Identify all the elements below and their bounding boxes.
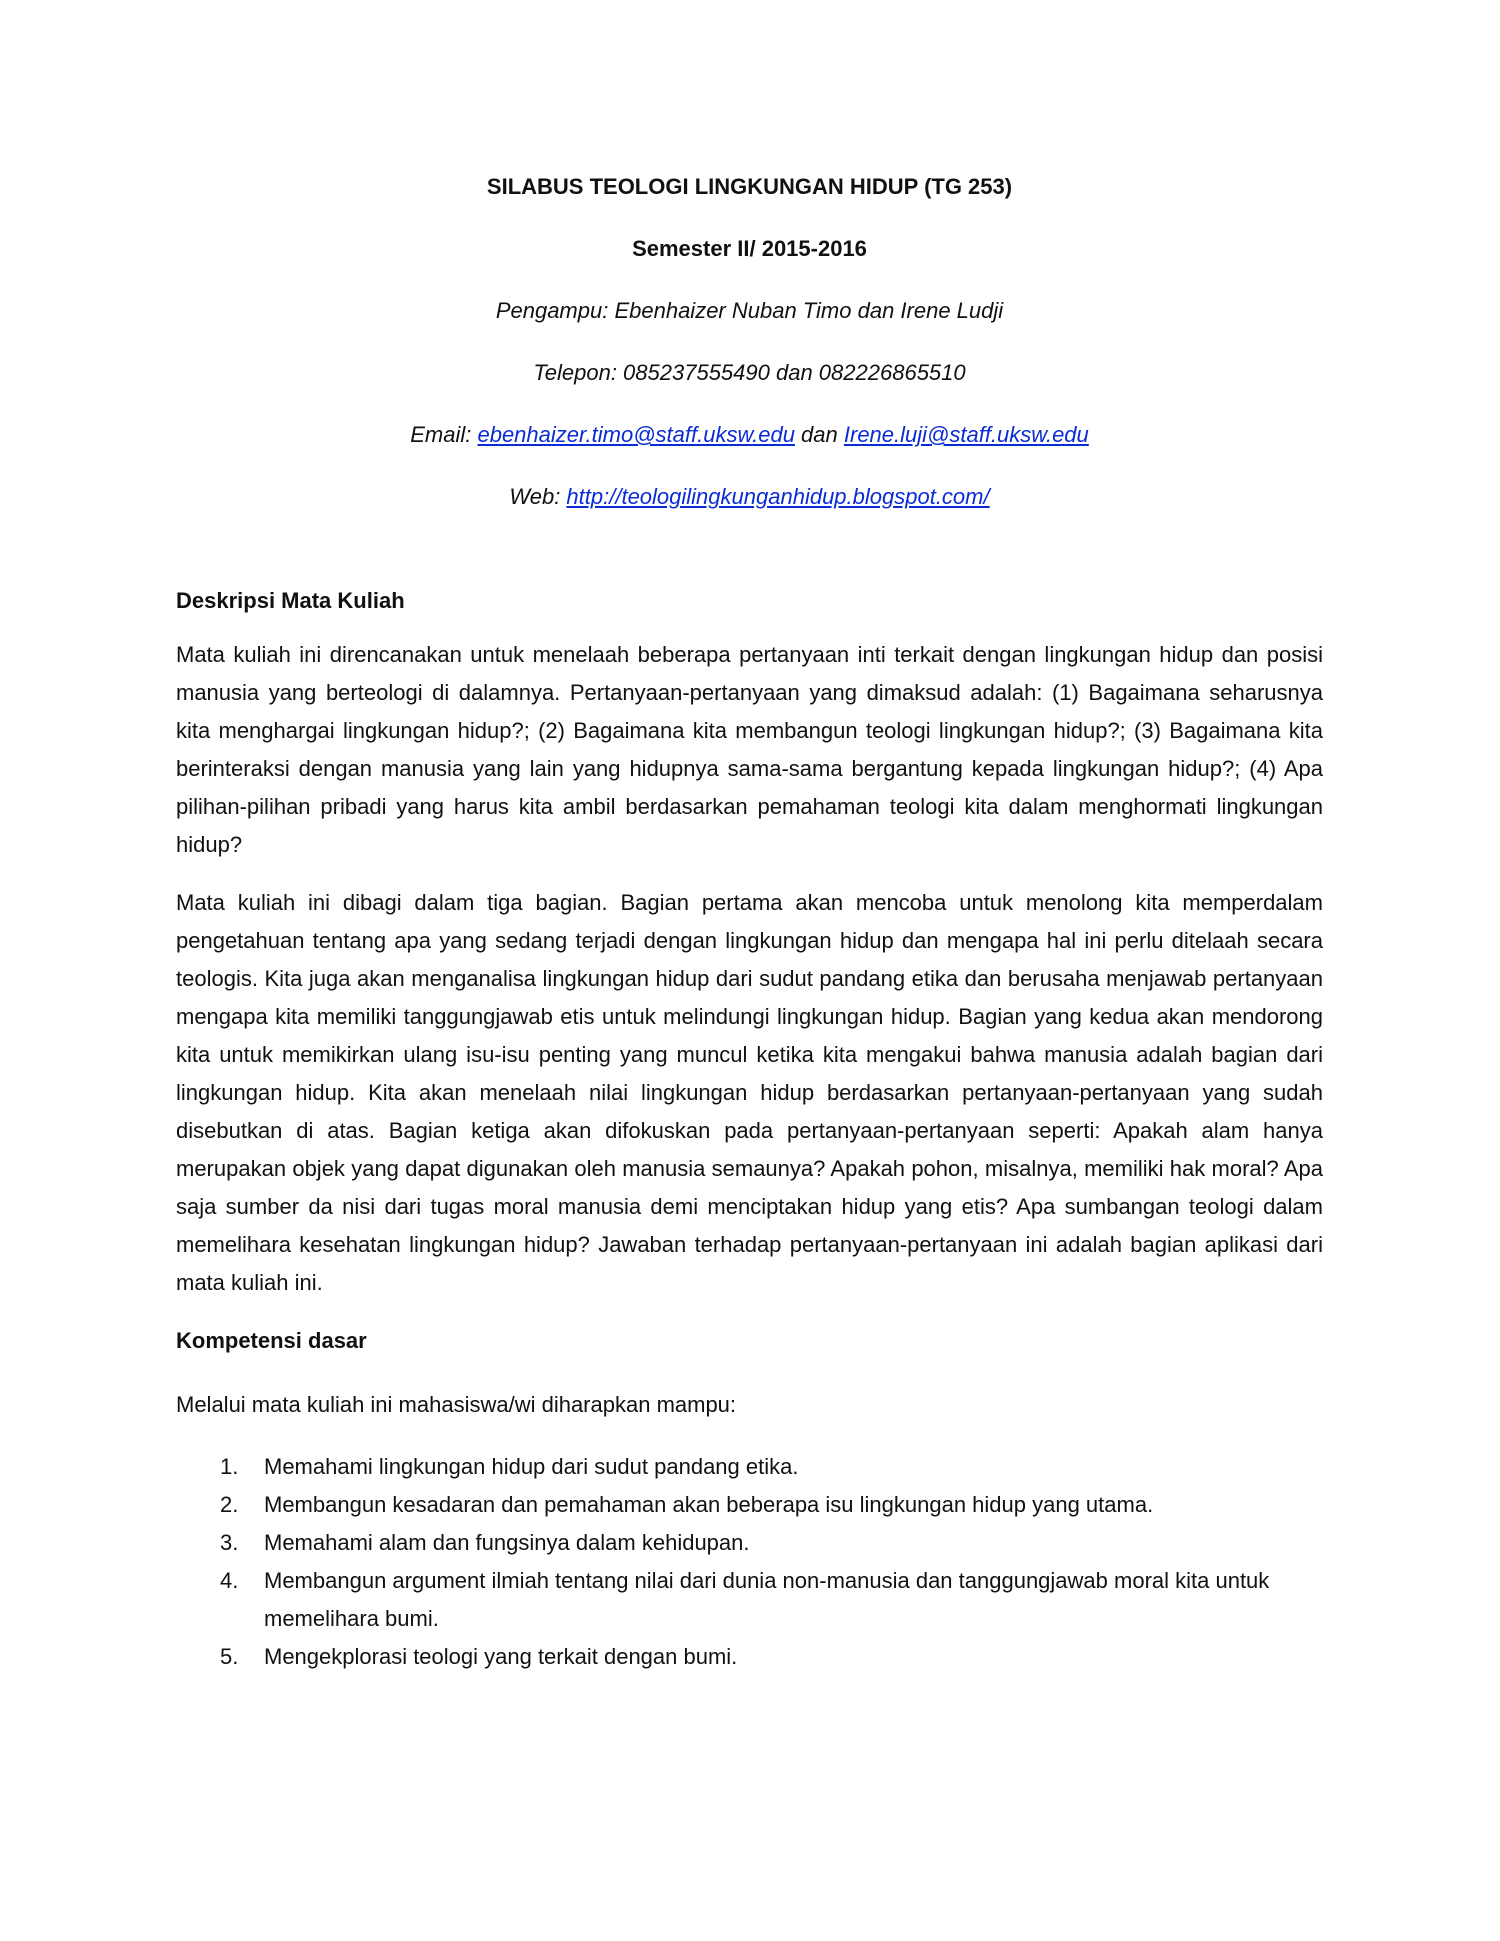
semester-line: Semester II/ 2015-2016 (632, 236, 867, 261)
list-item (220, 1448, 1323, 1486)
description-paragraph-2: Mata kuliah ini dibagi dalam tiga bagian. Bagian pertama akan mencoba untuk menolong kita memperdalam pengetahuan tentang apa yang sedang terjadi dengan lingkungan hidup dan mengapa hal ini perlu ditelaah secara teologis. Kita juga akan menganalisa lingkungan hidup dari sudut pandang etika dan berusaha menjawab pertanyaan mengapa kita memiliki tanggungjawab etis untuk melindungi lingkungan hidup. Bagian yang kedua akan mendorong kita untuk memikirkan ulang isu-isu penting yang muncul ketika kita mengakui bahwa manusia adalah bagian dari lingkungan hidup. Kita akan menelaah nilai lingkungan hidup berdasarkan pertanyaan-pertanyaan yang sudah disebutkan di atas. Bagian ketiga akan difokuskan pada pertanyaan-pertanyaan seperti: Apakah alam hanya merupakan objek yang dapat digunakan oleh manusia semaunya? Apakah pohon, misalnya, memiliki hak moral? Apa saja sumber da nisi dari tugas moral manusia demi menciptakan hidup yang etis? Apa sumbangan teologi dalam memelihara kesehatan lingkungan hidup? Jawaban terhadap pertanyaan-pertanyaan ini adalah bagian aplikasi dari mata kuliah ini. (176, 890, 1323, 1295)
list-item (220, 1562, 1323, 1638)
list-item-number: 2. (220, 1492, 239, 1517)
web-line (176, 482, 1323, 512)
document-title: SILABUS TEOLOGI LINGKUNGAN HIDUP (TG 253) (486, 174, 1013, 199)
email-link-1[interactable]: ebenhaizer.timo@staff.uksw.edu (477, 422, 795, 447)
email-joiner: dan (794, 422, 844, 447)
web-link[interactable]: http://teologilingkunganhidup.blogspot.com/ (566, 484, 990, 509)
list-item (220, 1524, 1323, 1562)
list-item (220, 1486, 1323, 1524)
list-item-text: Memahami alam dan fungsinya dalam kehidupan. (264, 1530, 750, 1555)
lecturers-line: Pengampu: Ebenhaizer Nuban Timo dan Irene Ludji (495, 298, 1004, 323)
list-item-number: 4. (220, 1568, 239, 1593)
competencies-intro: Melalui mata kuliah ini mahasiswa/wi diharapkan mampu: (176, 1392, 737, 1417)
competencies-heading: Kompetensi dasar (176, 1328, 367, 1353)
syllabus-page (176, 172, 1323, 1676)
list-item-text: Memahami lingkungan hidup dari sudut pandang etika. (264, 1454, 799, 1479)
list-item-text: Membangun kesadaran dan pemahaman akan beberapa isu lingkungan hidup yang utama. (264, 1492, 1154, 1517)
description-heading: Deskripsi Mata Kuliah (176, 588, 405, 613)
list-item-number: 3. (220, 1530, 239, 1555)
description-paragraph-1: Mata kuliah ini direncanakan untuk menelaah beberapa pertanyaan inti terkait dengan lingkungan hidup dan posisi manusia yang berteologi di dalamnya. Pertanyaan-pertanyaan yang dimaksud adalah: (1) Bagaimana seharusnya kita menghargai lingkungan hidup?; (2) Bagaimana kita membangun teologi lingkungan hidup?; (3) Bagaimana kita berinteraksi dengan manusia yang lain yang hidupnya sama-sama bergantung kepada lingkungan hidup?; (4) Apa pilihan-pilihan pribadi yang harus kita ambil berdasarkan pemahaman teologi kita dalam menghormati lingkungan hidup? (176, 642, 1323, 857)
email-line (176, 420, 1323, 450)
list-item (220, 1638, 1323, 1676)
email-link-2[interactable]: Irene.luji@staff.uksw.edu (843, 422, 1089, 447)
competencies-list (176, 1448, 1323, 1676)
email-label: Email: (410, 422, 478, 447)
phone-line: Telepon: 085237555490 dan 082226865510 (533, 360, 966, 385)
list-item-number: 5. (220, 1644, 239, 1669)
list-item-text: Mengekplorasi teologi yang terkait dengan bumi. (264, 1644, 738, 1669)
list-item-text: Membangun argument ilmiah tentang nilai dari dunia non-manusia dan tanggungjawab moral kita untuk memelihara bumi. (264, 1568, 1270, 1631)
web-label: Web: (509, 484, 567, 509)
list-item-number: 1. (220, 1454, 239, 1479)
